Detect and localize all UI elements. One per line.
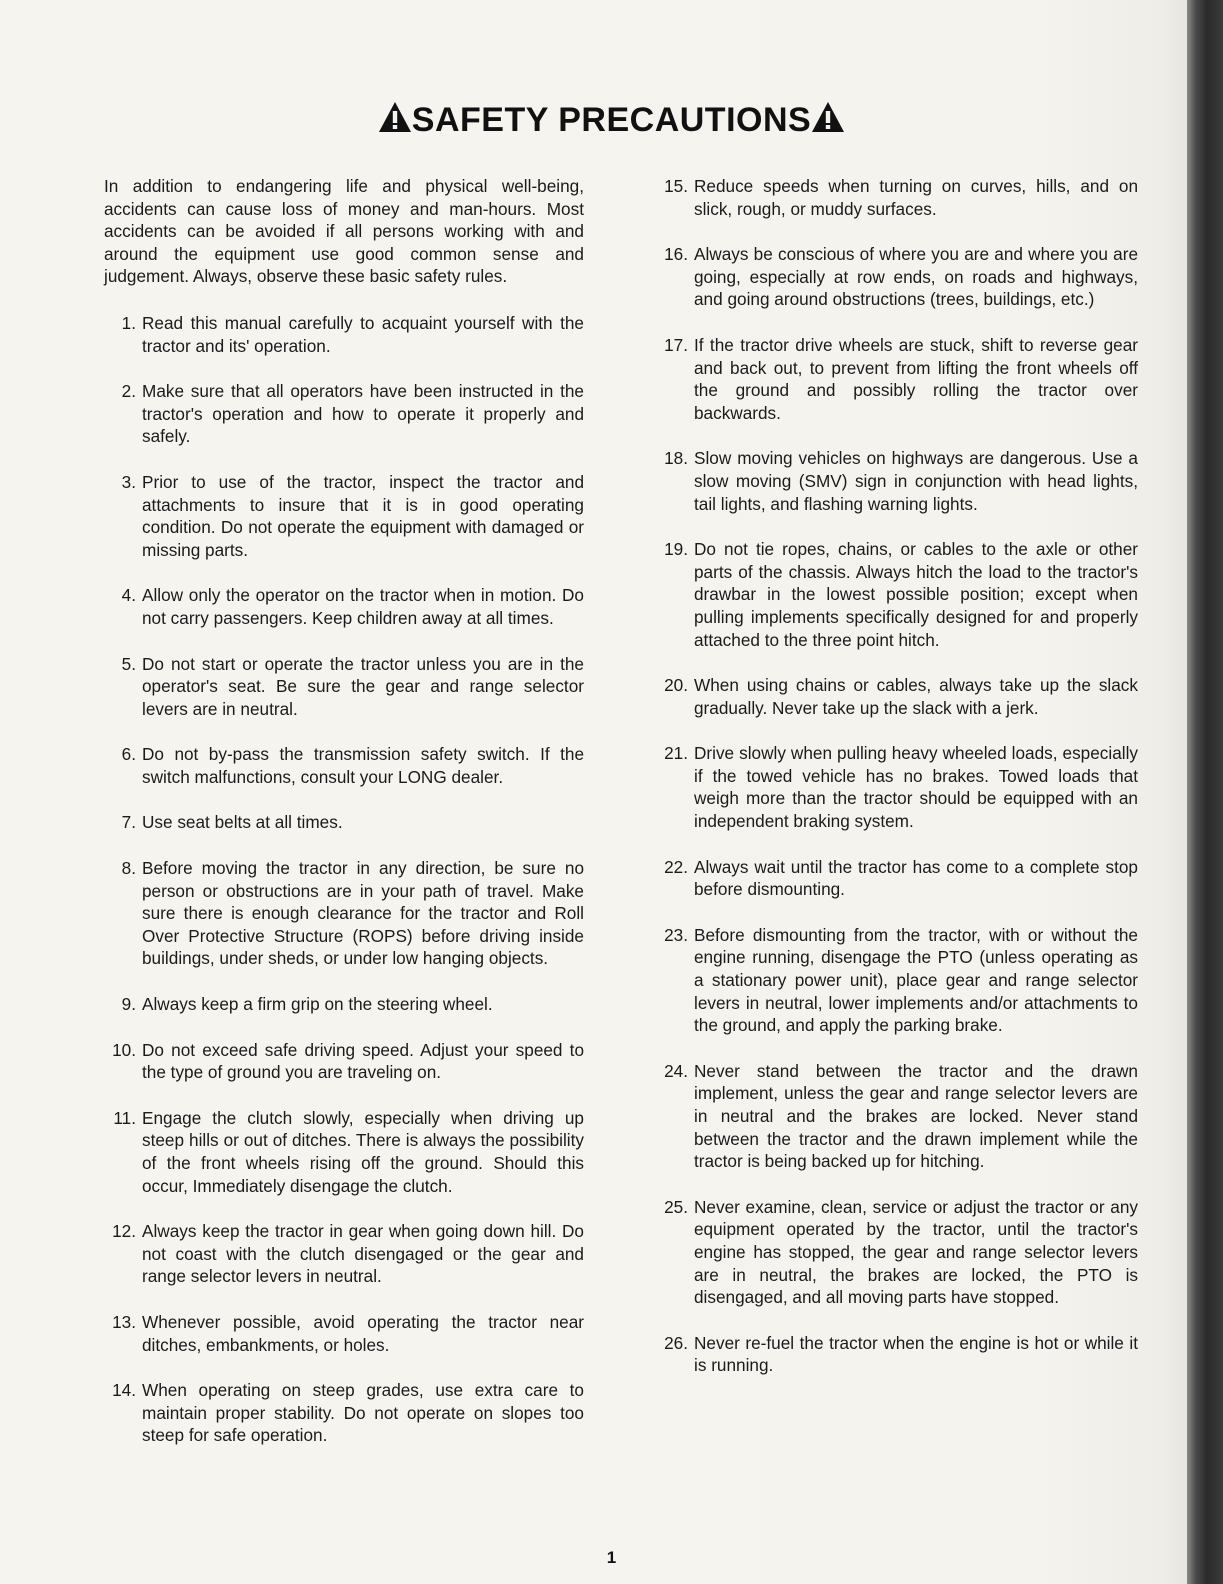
left-rule-list	[104, 312, 584, 1447]
rule-text: Make sure that all operators have been instructed in the tractor's operation and how to operate it properly and safely.	[142, 381, 584, 447]
rule-number: 11.	[113, 1107, 136, 1128]
safety-rule-item	[104, 857, 584, 970]
rule-text: Reduce speeds when turning on curves, hills, and on slick, rough, or muddy surfaces.	[694, 176, 1138, 219]
rule-text: Before moving the tractor in any direction, be sure no person or obstructions are in your path of travel. Make sure there is enough clearance for the tractor and Roll Over Protective Structure (ROPS) before driving inside buildings, under sheds, or under low hanging objects.	[142, 858, 584, 969]
rule-text: Do not by-pass the transmission safety switch. If the switch malfunctions, consult your LONG dealer.	[142, 744, 584, 787]
right-rule-list	[650, 175, 1138, 1377]
rule-number: 5.	[121, 653, 136, 674]
rule-number: 13.	[112, 1311, 136, 1332]
rule-text: Always be conscious of where you are and where you are going, especially at row ends, on roads and highways, and going around obstructions (trees, buildings, etc.)	[694, 244, 1138, 310]
safety-rule-item	[650, 538, 1138, 651]
rule-text: Allow only the operator on the tractor when in motion. Do not carry passengers. Keep children away at all times.	[142, 585, 584, 628]
rule-text: Whenever possible, avoid operating the tractor near ditches, embankments, or holes.	[142, 1311, 584, 1355]
safety-rule-item	[104, 653, 584, 721]
rule-number: 12.	[112, 1221, 136, 1242]
rule-number: 7.	[121, 812, 136, 833]
safety-rule-item	[104, 1107, 584, 1197]
rule-text: When using chains or cables, always take up the slack gradually. Never take up the slack with a jerk.	[694, 675, 1138, 718]
safety-rule-item	[650, 334, 1138, 424]
rule-text: Engage the clutch slowly, especially when driving up steep hills or out of ditches. There is always the possibility of the front wheels rising off the ground. Should this occur, Immediately disengage the clutch.	[142, 1107, 584, 1196]
rule-text: Before dismounting from the tractor, with or without the engine running, disengage the PTO (unless operating as a stationary power unit), place gear and range selector levers in neutral, lower implements and/or attachments to the ground, and apply the parking brake.	[694, 924, 1138, 1036]
safety-rule-item	[650, 243, 1138, 311]
rule-text: Always keep the tractor in gear when going down hill. Do not coast with the clutch disengaged or the gear and range selector levers in neutral.	[142, 1221, 584, 1287]
rule-text: Read this manual carefully to acquaint yourself with the tractor and its' operation.	[142, 312, 584, 356]
warning-triangle-icon	[811, 100, 845, 134]
rule-text: When operating on steep grades, use extra care to maintain proper stability. Do not operate on slopes too steep for safe operation.	[142, 1380, 584, 1446]
safety-rule-item	[650, 1332, 1138, 1377]
rule-text: Slow moving vehicles on highways are dangerous. Use a slow moving (SMV) sign in conjunction with head lights, tail lights, and flashing warning lights.	[694, 448, 1138, 514]
safety-rule-item	[650, 742, 1138, 832]
rule-number: 17.	[664, 334, 688, 355]
rule-number: 18.	[664, 448, 688, 469]
rule-text: Never re-fuel the tractor when the engine is hot or while it is running.	[694, 1332, 1138, 1376]
safety-rule-item	[104, 993, 584, 1016]
rule-text: Always wait until the tractor has come to a complete stop before dismounting.	[694, 856, 1138, 900]
book-binding-edge	[1187, 0, 1223, 1584]
safety-rule-item	[104, 312, 584, 357]
rule-number: 4.	[121, 585, 136, 606]
intro-paragraph: In addition to endangering life and physical well-being, accidents can cause loss of money and man-hours. Most accidents can be avoided if all persons working with and around the equipment use good common sense and judgement. Always, observe these basic safety rules.	[104, 176, 584, 287]
rule-text: Always keep a firm grip on the steering wheel.	[142, 994, 493, 1015]
rule-number: 21.	[664, 743, 688, 764]
rule-number: 26.	[664, 1332, 688, 1353]
rule-number: 23.	[664, 924, 688, 945]
safety-rule-item	[104, 811, 584, 834]
rule-text: Do not exceed safe driving speed. Adjust your speed to the type of ground you are traveling on.	[142, 1039, 584, 1083]
safety-rule-item	[104, 1379, 584, 1447]
safety-rule-item	[650, 674, 1138, 719]
title-text: SAFETY PRECAUTIONS	[411, 101, 812, 139]
safety-rule-item	[104, 1311, 584, 1356]
safety-rule-item	[104, 1220, 584, 1288]
rule-text: Do not tie ropes, chains, or cables to the axle or other parts of the chassis. Always hitch the load to the tractor's drawbar in the lowest possible position; except when pulling implements specifically designed for and properly attached to the three point hitch.	[694, 539, 1138, 650]
rule-number: 9.	[121, 994, 136, 1015]
rule-text: Drive slowly when pulling heavy wheeled loads, especially if the towed vehicle has no brakes. Towed loads that weigh more than the tractor should be equipped with an independent braking system.	[694, 743, 1138, 832]
rule-number: 1.	[121, 312, 136, 333]
rule-number: 3.	[121, 471, 136, 492]
page-title	[0, 100, 1223, 140]
safety-rule-item	[104, 1039, 584, 1084]
safety-rule-item	[104, 471, 584, 561]
rule-number: 6.	[121, 744, 136, 765]
rule-number: 25.	[664, 1196, 688, 1217]
right-column	[650, 175, 1138, 1400]
rule-number: 8.	[121, 858, 136, 879]
warning-triangle-icon	[378, 100, 412, 134]
safety-rule-item	[650, 1196, 1138, 1309]
rule-number: 15.	[664, 176, 688, 196]
page-number: 1	[606, 1548, 617, 1567]
rule-text: Never stand between the tractor and the drawn implement, unless the gear and range selector levers are in neutral and the brakes are locked. Never stand between the tractor and the drawn implement while the tractor is being backed up for hitching.	[694, 1060, 1138, 1172]
safety-rule-item	[104, 743, 584, 788]
rule-number: 10.	[112, 1039, 136, 1060]
rule-text: Prior to use of the tractor, inspect the tractor and attachments to insure that it is in good operating condition. Do not operate the equipment with damaged or missing parts.	[142, 471, 584, 560]
safety-rule-item	[650, 924, 1138, 1037]
safety-rule-item	[650, 447, 1138, 515]
safety-rule-item	[650, 175, 1138, 220]
rule-number: 16.	[664, 244, 688, 265]
rule-number: 24.	[664, 1060, 688, 1081]
safety-rule-item	[650, 856, 1138, 901]
rule-text: Use seat belts at all times.	[142, 812, 343, 833]
rule-number: 19.	[664, 539, 688, 560]
rule-text: Do not start or operate the tractor unless you are in the operator's seat. Be sure the gear and range selector levers are in neutral.	[142, 653, 584, 719]
rule-number: 20.	[664, 675, 688, 696]
rule-text: If the tractor drive wheels are stuck, shift to reverse gear and back out, to prevent from lifting the front wheels off the ground and possibly rolling the tractor over backwards.	[694, 334, 1138, 423]
safety-rule-item	[650, 1060, 1138, 1173]
safety-rule-item	[104, 380, 584, 448]
rule-number: 2.	[121, 381, 136, 402]
rule-text: Never examine, clean, service or adjust the tractor or any equipment operated by the tractor, until the tractor's engine has stopped, the gear and range selector levers are in neutral, the brakes are locked, the PTO is disengaged, and all moving parts have stopped.	[694, 1196, 1138, 1308]
rule-number: 14.	[112, 1380, 136, 1401]
safety-rule-item	[104, 584, 584, 629]
left-column	[104, 175, 584, 1470]
rule-number: 22.	[664, 856, 688, 877]
